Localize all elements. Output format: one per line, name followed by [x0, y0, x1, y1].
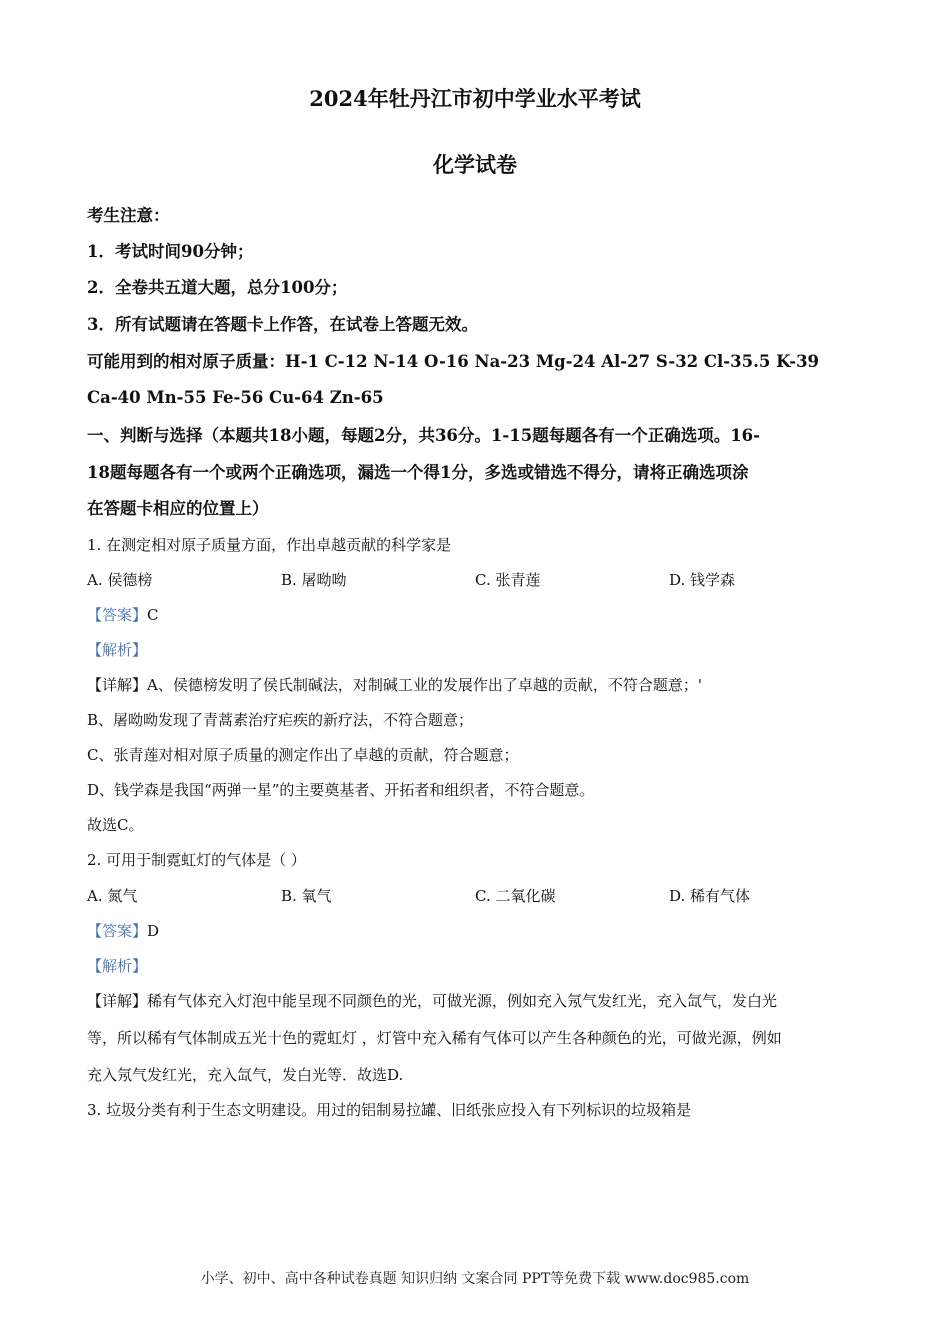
q1-conclusion: 故选C。 — [87, 816, 144, 834]
atomic-mass-line-2: Ca-40 Mn-55 Fe-56 Cu-64 Zn-65 — [87, 388, 384, 407]
q2-option-b: B. 氧气 — [281, 887, 332, 905]
q1-detail-line: A、侯德榜发明了侯氏制碱法，对制碱工业的发展作出了卓越的贡献，不符合题意；' — [147, 676, 702, 694]
q1-stem: 1. 在测定相对原子质量方面，作出卓越贡献的科学家是 — [87, 536, 452, 554]
q1-answer-row — [87, 604, 867, 626]
q1-detail-row-4: D、钱学森是我国“两弹一星”的主要奠基者、开拓者和组织者，不符合题意。 — [87, 781, 595, 799]
q1-answer: C — [147, 606, 159, 624]
q2-detail-row-1 — [87, 990, 867, 1012]
q2-option-a: A. 氮气 — [87, 887, 138, 905]
q2-detail-line: 稀有气体充入灯泡中能呈现不同颜色的光，可做光源，例如充入氖气发红光，充入氙气，发白光 — [147, 992, 778, 1010]
q1-option-b: B. 屠呦呦 — [281, 571, 347, 589]
q2-stem: 2. 可用于制霓虹灯的气体是（ ） — [87, 851, 306, 869]
q1-detail-tag: 【详解】 — [87, 676, 148, 694]
q2-detail-tag: 【详解】 — [87, 992, 148, 1010]
notice-heading: 考生注意： — [87, 206, 170, 225]
q2-option-d: D. 稀有气体 — [669, 887, 751, 905]
notice-item-3: 3．所有试题请在答题卡上作答，在试卷上答题无效。 — [87, 315, 478, 334]
section-heading-line-3: 在答题卡相应的位置上） — [87, 499, 269, 518]
q3-stem: 3. 垃圾分类有利于生态文明建设。用过的铝制易拉罐、旧纸张应投入有下列标识的垃圾箱是 — [87, 1101, 692, 1119]
exam-title: 2024年牡丹江市初中学业水平考试 — [309, 86, 641, 111]
q1-analysis-row — [87, 639, 867, 661]
q2-answer: D — [147, 922, 160, 940]
page-footer: 小学、初中、高中各种试卷真题 知识归纳 文案合同 PPT等免费下载 www.doc985.com — [200, 1271, 750, 1287]
exam-subtitle: 化学试卷 — [433, 152, 517, 177]
q1-detail-row-3: C、张青莲对相对原子质量的测定作出了卓越的贡献，符合题意； — [87, 746, 519, 764]
q1-analysis-tag: 【解析】 — [87, 641, 148, 659]
q2-detail-row-3: 充入氖气发红光，充入氙气，发白光等．故选D. — [87, 1066, 404, 1084]
q1-detail-row-1 — [87, 674, 867, 696]
q2-answer-row — [87, 920, 867, 942]
notice-item-2: 2．全卷共五道大题，总分100分； — [87, 278, 348, 297]
q2-analysis-row — [87, 955, 867, 977]
q1-answer-tag: 【答案】 — [87, 606, 148, 624]
q2-answer-tag: 【答案】 — [87, 922, 148, 940]
notice-item-1: 1．考试时间90分钟； — [87, 242, 254, 261]
q1-option-a: A. 侯德榜 — [87, 571, 153, 589]
section-heading-line-2: 18题每题各有一个或两个正确选项，漏选一个得1分，多选或错选不得分，请将正确选项涂 — [87, 463, 749, 482]
q2-detail-row-2: 等，所以稀有气体制成五光十色的霓虹灯 ，灯管中充入稀有气体可以产生各种颜色的光，可做光源，例如 — [87, 1029, 782, 1047]
q1-option-d: D. 钱学森 — [669, 571, 736, 589]
q1-detail-row-2: B、屠呦呦发现了青蒿素治疗疟疾的新疗法，不符合题意； — [87, 711, 474, 729]
section-heading-line-1: 一、判断与选择（本题共18小题，每题2分，共36分。1-15题每题各有一个正确选项。16- — [87, 426, 761, 445]
atomic-mass-line-1: 可能用到的相对原子质量：H-1 C-12 N-14 O-16 Na-23 Mg-24 Al-27 S-32 Cl-35.5 K-39 — [87, 352, 820, 371]
q2-option-c: C. 二氧化碳 — [475, 887, 556, 905]
q2-analysis-tag: 【解析】 — [87, 957, 148, 975]
q1-option-c: C. 张青莲 — [475, 571, 541, 589]
